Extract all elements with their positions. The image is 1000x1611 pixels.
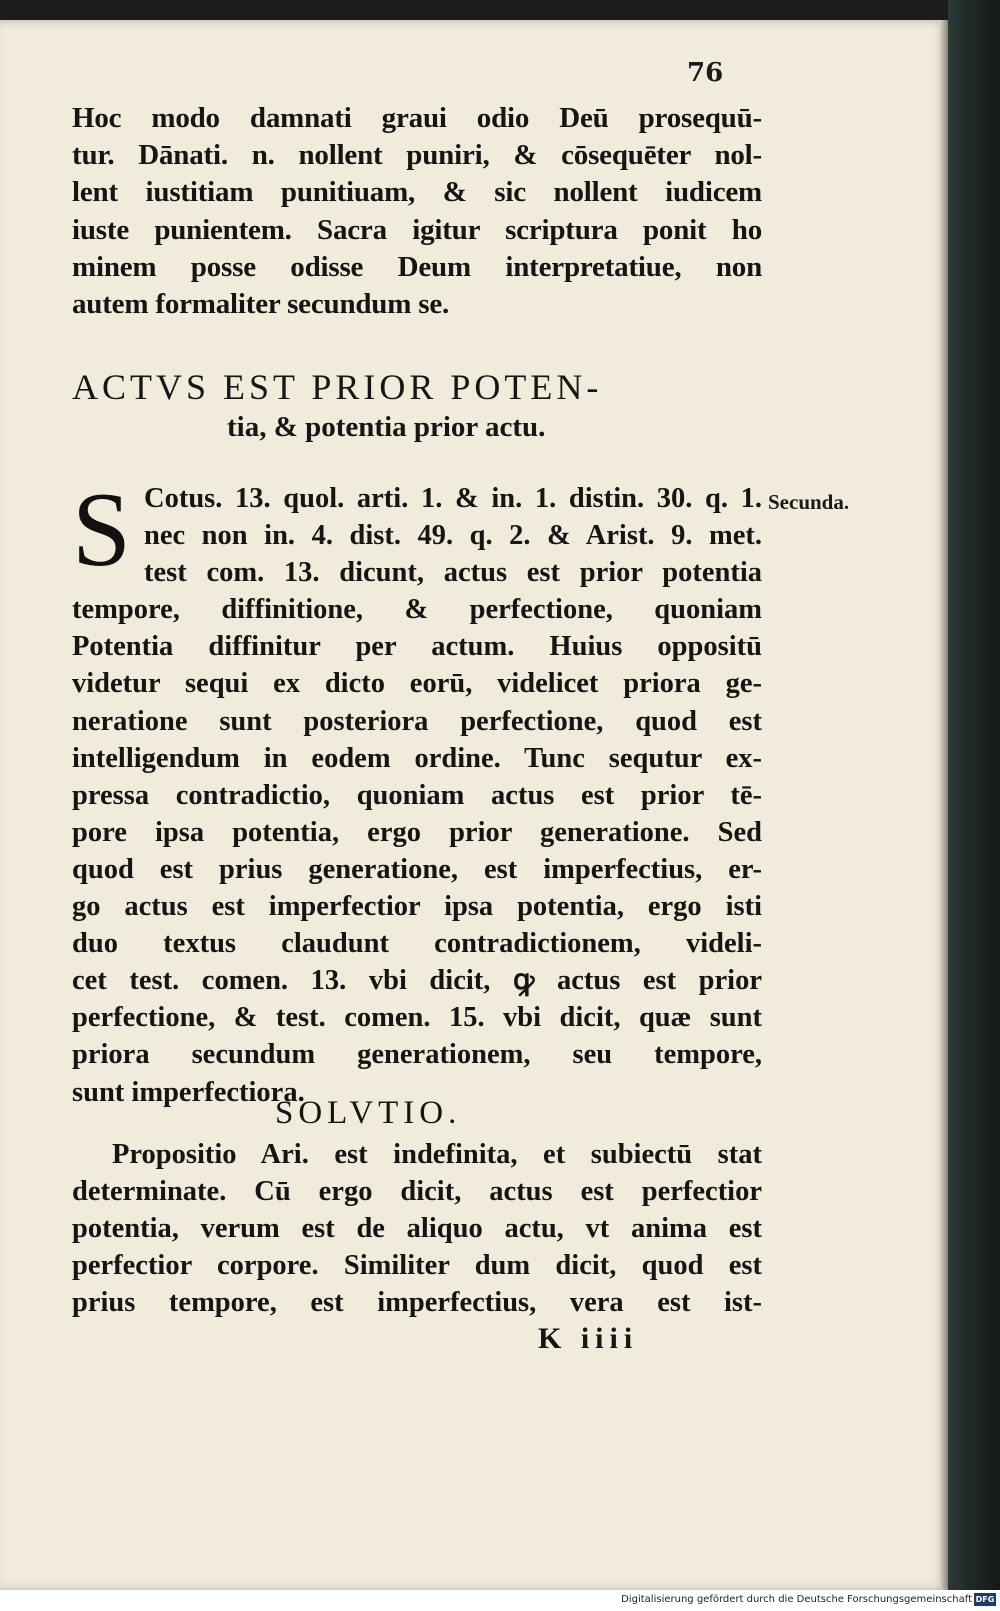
drop-cap: S	[72, 471, 131, 588]
text-line: minem posse odisse Deum interpretatiue, non	[72, 250, 762, 283]
signature-mark: K iiii	[538, 1322, 639, 1355]
text-line: Cotus. 13. quol. arti. 1. & in. 1. distin. 30. q. 1.	[144, 483, 762, 514]
digitization-credit: Digitalisierung gefördert durch die Deutsche Forschungsgemeinschaft	[621, 1594, 972, 1605]
text-line: perfectione, & test. comen. 15. vbi dicit, quæ sunt	[72, 1002, 762, 1034]
text-line: prius tempore, est imperfectius, vera est ist-	[72, 1287, 762, 1319]
page-edge	[940, 20, 948, 1590]
text-line: nec non in. 4. dist. 49. q. 2. & Arist. 9. met.	[144, 520, 762, 552]
text-line: sunt imperfectiora.	[72, 1076, 305, 1108]
text-line: perfectior corpore. Similiter dum dicit, quod est	[72, 1250, 762, 1282]
heading-line-2: tia, & potentia prior actu.	[227, 411, 546, 443]
text-line: test com. 13. dicunt, actus est prior potentia	[144, 557, 762, 589]
paragraph-main	[72, 471, 762, 1111]
text-line: intelligendum in eodem ordine. Tunc sequtur ex-	[72, 742, 762, 774]
text-line: cet test. comen. 13. vbi dicit, ꝙ actus est prior	[72, 965, 762, 997]
text-line: autem formaliter secundum se.	[72, 288, 450, 321]
text-line: videtur sequi ex dicto eorū, videlicet priora ge-	[72, 668, 762, 700]
text-line: Potentia diffinitur per actum. Huius oppositū	[72, 631, 762, 663]
heading-line-1: ACTVS EST PRIOR POTEN-	[72, 367, 603, 407]
text-line: pore ipsa potentia, ergo prior generatione. Sed	[72, 816, 762, 848]
text-line: tempore, diffinitione, & perfectione, quoniam	[72, 594, 762, 626]
scan-top-band	[0, 0, 1000, 20]
text-line: pressa contradictio, quoniam actus est prior tē-	[72, 779, 762, 811]
text-line: determinate. Cū ergo dicit, actus est perfectior	[72, 1176, 762, 1208]
section-heading	[72, 367, 762, 447]
text-line: duo textus claudunt contradictionem, videli-	[72, 928, 762, 960]
text-line: tur. Dānati. n. nollent puniri, & cōsequēter nol-	[72, 139, 762, 172]
text-line: Hoc modo damnati graui odio Deū prosequū-	[72, 102, 762, 134]
text-line: potentia, verum est de aliquo actu, vt anima est	[72, 1213, 762, 1245]
text-line: Propositio Ari. est indefinita, et subiectū stat	[112, 1139, 762, 1170]
scan-right-band	[948, 0, 1000, 1611]
text-line: priora secundum generationem, seu tempore,	[72, 1039, 762, 1071]
dfg-logo-icon: DFG	[975, 1595, 995, 1604]
text-line: neratione sunt posteriora perfectione, quod est	[72, 705, 762, 737]
marginal-note: Secunda.	[768, 490, 850, 514]
paragraph-intro	[72, 100, 762, 323]
page-number: 76	[687, 58, 724, 88]
text-line: lent iustitiam punitiuam, & sic nollent iudicem	[72, 176, 762, 209]
text-line: go actus est imperfectior ipsa potentia, ergo isti	[72, 891, 762, 923]
solutio-heading: SOLVTIO.	[275, 1095, 462, 1131]
text-line: quod est prius generatione, est imperfectius, er-	[72, 853, 762, 885]
text-line: iuste punientem. Sacra igitur scriptura ponit ho	[72, 213, 762, 246]
paragraph-solution	[72, 1136, 762, 1321]
